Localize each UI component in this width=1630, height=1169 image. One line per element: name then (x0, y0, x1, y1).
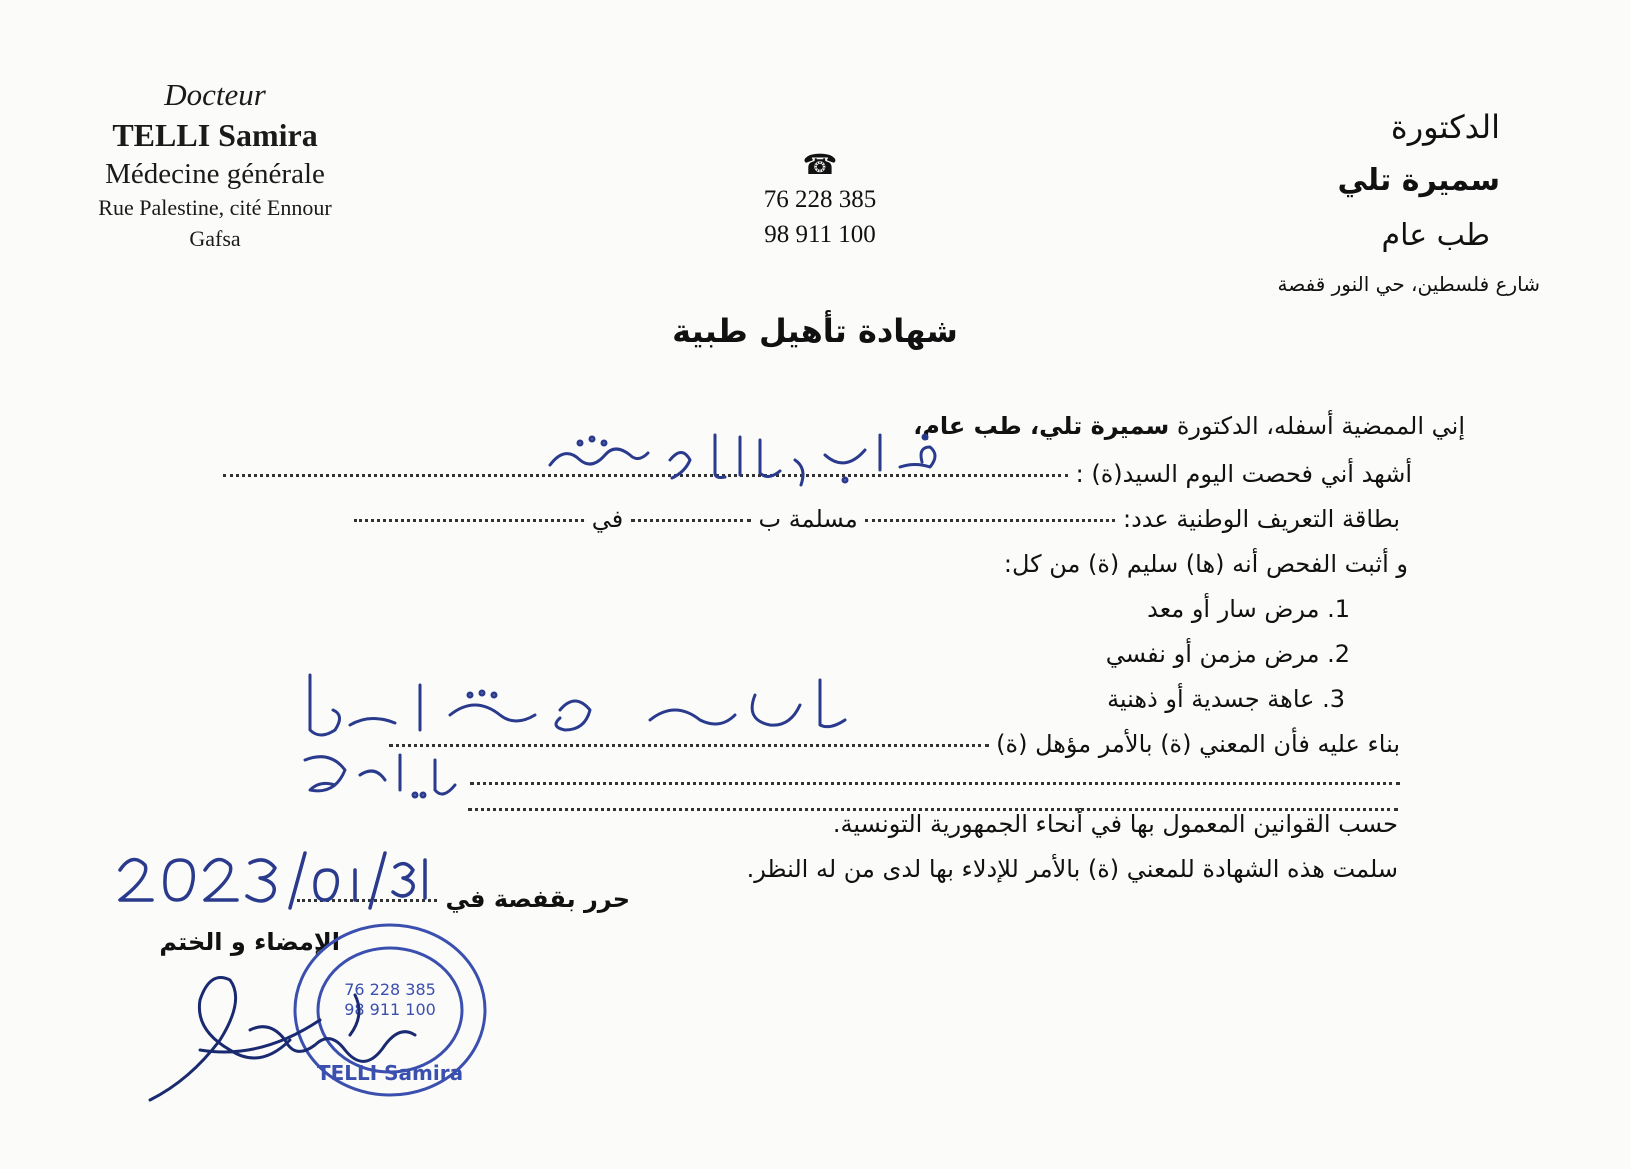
phone-number-2: 98 911 100 (764, 221, 876, 248)
header-arabic (1080, 100, 1540, 304)
id-card-line (354, 505, 1400, 533)
on-date-label: في (591, 505, 624, 533)
delivered-in-label: مسلمة ب (758, 505, 858, 533)
svg-text:98 911 100: 98 911 100 (344, 1000, 436, 1019)
condition-3: 3. عاهة جسدية أو ذهنية (1107, 685, 1345, 713)
qualified-label: بناء عليه فأن المعني (ة) بالأمر مؤهل (ة) (996, 730, 1400, 758)
header-ar-title: الدكتورة (1390, 108, 1500, 146)
phone-number-1: 76 228 385 (763, 186, 877, 213)
handwritten-purpose-2 (290, 740, 470, 814)
header-fr-name: TELLI Samira (112, 117, 318, 153)
handwritten-patient-name (540, 425, 960, 499)
header-ar-name: سميرة تلي (1337, 163, 1500, 198)
delivered-line: سلمت هذه الشهادة للمعني (ة) بالأمر للإدلاء بها لدى من له النظر. (746, 855, 1398, 883)
intro-name: سميرة تلي (1039, 412, 1170, 440)
intro-suffix: ، طب عام، (913, 412, 1040, 440)
header-ar-address: شارع فلسطين، حي النور قفصة (1277, 272, 1540, 296)
intro-prefix: إني الممضية أسفله، الدكتورة (1176, 412, 1465, 440)
svg-text:TELLI Samira: TELLI Samira (316, 1061, 464, 1085)
condition-1: 1. مرض سار أو معد (1147, 595, 1350, 623)
intro-line (913, 412, 1465, 440)
written-at-label: حرر بقفصة في (445, 885, 630, 913)
proven-line: و أثبت الفحص أنه (ها) سليم (ة) من كل: (1003, 550, 1408, 578)
condition-2: 2. مرض مزمن أو نفسي (1105, 640, 1350, 668)
dotted-line-2 (470, 768, 1400, 796)
header-french (60, 75, 370, 255)
telephone-icon: ☎ (802, 150, 838, 181)
handwritten-date (115, 845, 445, 919)
id-number-field (865, 519, 1115, 522)
header-fr-address: Rue Palestine, cité Ennour (98, 195, 332, 220)
header-phones (720, 150, 920, 252)
header-fr-specialty: Médecine générale (105, 158, 325, 190)
svg-text:76 228 385: 76 228 385 (344, 980, 436, 999)
delivered-place-field (631, 519, 751, 522)
delivered-date-field (354, 519, 584, 522)
doctor-signature (140, 960, 480, 1114)
laws-line: حسب القوانين المعمول بها في أنحاء الجمهورية التونسية. (832, 810, 1398, 838)
id-card-label: بطاقة التعريف الوطنية عدد: (1123, 505, 1400, 533)
signature-label: الإمضاء و الختم (159, 928, 340, 956)
document-title: شهادة تأهيل طبية (672, 312, 958, 350)
header-ar-specialty: طب عام (1381, 218, 1490, 253)
header-fr-title: Docteur (164, 77, 266, 112)
exam-label: أشهد أني فحصت اليوم السيد(ة) : (1075, 460, 1412, 488)
header-fr-city: Gafsa (189, 226, 241, 251)
